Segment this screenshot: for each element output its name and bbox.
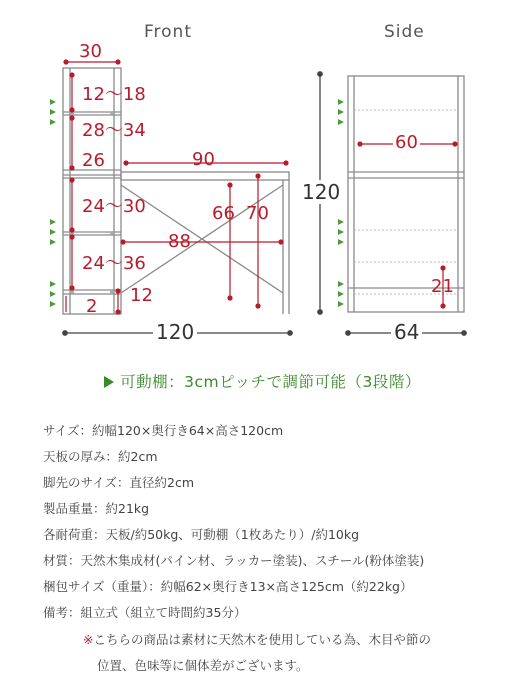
dim-inner-width: 88 <box>168 231 191 252</box>
dim-total-width: 120 <box>153 322 197 342</box>
footnote-line-1 <box>83 630 431 648</box>
side-view-label: Side <box>384 22 425 42</box>
spec-load: 各耐荷重：天板/約50kg、可動棚（1枚あたり）/約10kg <box>43 527 360 542</box>
movable-shelf-note <box>0 370 525 392</box>
dim-shelf-5: 24〜36 <box>82 253 146 274</box>
footnote-text-1: こちらの商品は素材に天然木を使用している為、木目や節の <box>93 632 431 647</box>
spec-notes: 備考：組立式（組立て時間約35分） <box>43 605 247 620</box>
dim-height-70: 70 <box>246 203 269 224</box>
spec-material: 材質：天然木集成材(パイン材、ラッカー塗装)、スチール(粉体塗装) <box>43 553 425 568</box>
dim-side-leg: 21 <box>431 276 454 297</box>
footnote-line-2: 位置、色味等に個体差がございます。 <box>97 658 309 673</box>
dim-shelf-2: 28〜34 <box>82 120 146 141</box>
spec-weight: 製品重量：約21kg <box>43 501 150 516</box>
spec-top-thickness: 天板の厚み：約2cm <box>43 449 158 464</box>
dim-shelf-depth: 60 <box>395 132 418 153</box>
spec-leg-size: 脚先のサイズ：直径約2cm <box>43 475 195 490</box>
adjust-markers-front <box>50 99 56 307</box>
dim-shelf-3: 26 <box>82 150 105 171</box>
note-mark: ※ <box>83 632 94 647</box>
spec-size: サイズ：約幅120×奥行き64×高さ120cm <box>43 423 284 438</box>
dim-height-66: 66 <box>212 203 235 224</box>
spec-package: 梱包サイズ（重量）：約幅62×奥行き13×高さ125cm（約22kg） <box>43 579 413 594</box>
dim-shelf-1: 12〜18 <box>82 84 146 105</box>
dim-leg-front: 2 <box>86 296 98 317</box>
dim-total-height: 120 <box>302 180 341 204</box>
front-view-label: Front <box>144 22 192 42</box>
movable-shelf-text: 可動棚：3cmピッチで調節可能（3段階） <box>120 373 421 391</box>
dim-leg-right: 12 <box>130 285 153 306</box>
play-triangle-icon <box>104 376 114 388</box>
dim-top-width: 30 <box>79 41 102 62</box>
dim-shelf-4: 24〜30 <box>82 196 146 217</box>
dim-total-depth: 64 <box>391 322 422 342</box>
dim-desk-width: 90 <box>192 149 215 170</box>
